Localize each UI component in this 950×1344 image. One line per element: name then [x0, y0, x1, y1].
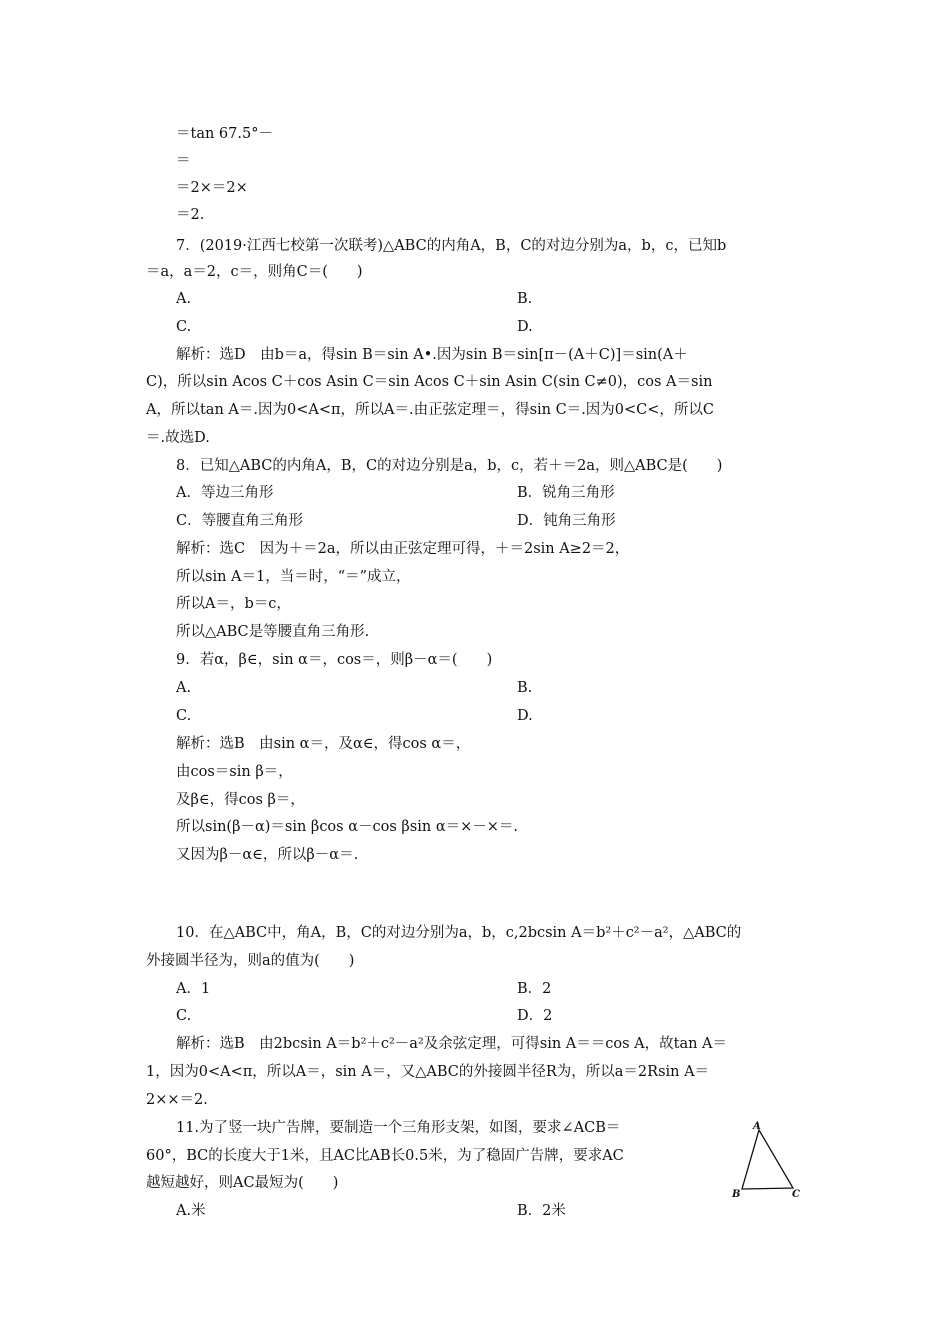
option-b: B．2: [517, 981, 552, 997]
solution-line: 所以sin(β－α)＝sin βcos α－cos βsin α＝×－×＝.: [176, 819, 519, 835]
option-a: A.米: [176, 1203, 206, 1219]
option-a: A．等边三角形: [176, 485, 274, 501]
option-a: A.: [176, 291, 192, 307]
triangle-figure: [728, 1117, 808, 1202]
option-b: B．锐角三角形: [517, 485, 615, 501]
option-c: C.: [176, 1008, 192, 1024]
solution-line: 由cos＝sin β＝，: [176, 764, 293, 780]
text-line: ＝tan 67.5°－: [176, 126, 273, 142]
solution-line: 解析：选B 由sin α＝，及α∈，得cos α＝，: [176, 736, 471, 752]
text-line: ＝2.: [176, 207, 205, 223]
option-b: B.: [517, 291, 533, 307]
text-line: ＝2×＝2×: [176, 180, 248, 196]
option-d: D.: [517, 319, 533, 335]
question-7-stem-cont: ＝a，a＝2，c＝，则角C＝( ): [146, 264, 363, 280]
option-c: C．等腰直角三角形: [176, 513, 304, 529]
solution-line: ＝.故选D.: [146, 430, 210, 446]
vertex-label-c: C: [792, 1189, 800, 1200]
solution-line: 解析：选C 因为＋＝2a，所以由正弦定理可得，＋＝2sin A≥2＝2，: [176, 541, 630, 557]
solution-line: 所以△ABC是等腰直角三角形.: [176, 624, 370, 640]
option-c: C.: [176, 319, 192, 335]
question-8-stem: 8．已知△ABC的内角A，B，C的对边分别是a，b，c，若＋＝2a，则△ABC是( ): [176, 458, 723, 474]
triangle-shape: [742, 1130, 793, 1189]
option-b: B．2米: [517, 1203, 566, 1219]
option-b: B.: [517, 680, 533, 696]
option-d: D.: [517, 708, 533, 724]
option-d: D．2: [517, 1008, 553, 1024]
solution-line: 2××＝2.: [146, 1092, 208, 1108]
question-10-stem-cont: 外接圆半径为，则a的值为( ): [146, 953, 355, 969]
option-d: D．钝角三角形: [517, 513, 616, 529]
question-11-stem-cont: 越短越好，则AC最短为( ): [146, 1175, 339, 1191]
question-11-stem: 11.为了竖一块广告牌，要制造一个三角形支架，如图，要求∠ACB＝: [176, 1120, 621, 1136]
solution-line: 又因为β－α∈，所以β－α＝.: [176, 847, 359, 863]
option-c: C.: [176, 708, 192, 724]
solution-line: 所以sin A＝1，当＝时，“＝”成立，: [176, 569, 411, 585]
solution-line: 解析：选D 由b＝a，得sin B＝sin A•.因为sin B＝sin[π－(A＋C)]＝sin(A＋: [176, 347, 688, 363]
vertex-label-b: B: [732, 1189, 741, 1200]
solution-line: A，所以tan A＝.因为0<A<π，所以A＝.由正弦定理＝，得sin C＝.因为0<C<，所以C: [146, 402, 715, 418]
solution-line: 及β∈，得cos β＝，: [176, 792, 305, 808]
question-10-stem: 10．在△ABC中，角A，B，C的对边分别为a，b，c,2bcsin A＝b²＋c²－a²，△ABC的: [176, 925, 742, 941]
solution-line: 1，因为0<A<π，所以A＝，sin A＝，又△ABC的外接圆半径R为，所以a＝2Rsin A＝: [146, 1064, 710, 1080]
question-9-stem: 9．若α，β∈，sin α＝，cos＝，则β－α＝( ): [176, 652, 493, 668]
vertex-label-a: A: [753, 1121, 761, 1132]
text-line: ＝: [176, 153, 191, 169]
question-7-stem: 7．(2019·江西七校第一次联考)△ABC的内角A，B，C的对边分别为a，b，c，已知b: [176, 238, 727, 254]
option-a: A．1: [176, 981, 211, 997]
option-a: A.: [176, 680, 192, 696]
question-11-stem-cont: 60°，BC的长度大于1米，且AC比AB长0.5米，为了稳固广告牌，要求AC: [146, 1148, 624, 1164]
solution-line: 所以A＝，b＝c，: [176, 596, 291, 612]
solution-line: C)，所以sin Acos C＋cos Asin C＝sin Acos C＋sin Asin C(sin C≠0)，cos A＝sin: [146, 374, 713, 390]
solution-line: 解析：选B 由2bcsin A＝b²＋c²－a²及余弦定理，可得sin A＝＝cos A，故tan A＝: [176, 1036, 728, 1052]
